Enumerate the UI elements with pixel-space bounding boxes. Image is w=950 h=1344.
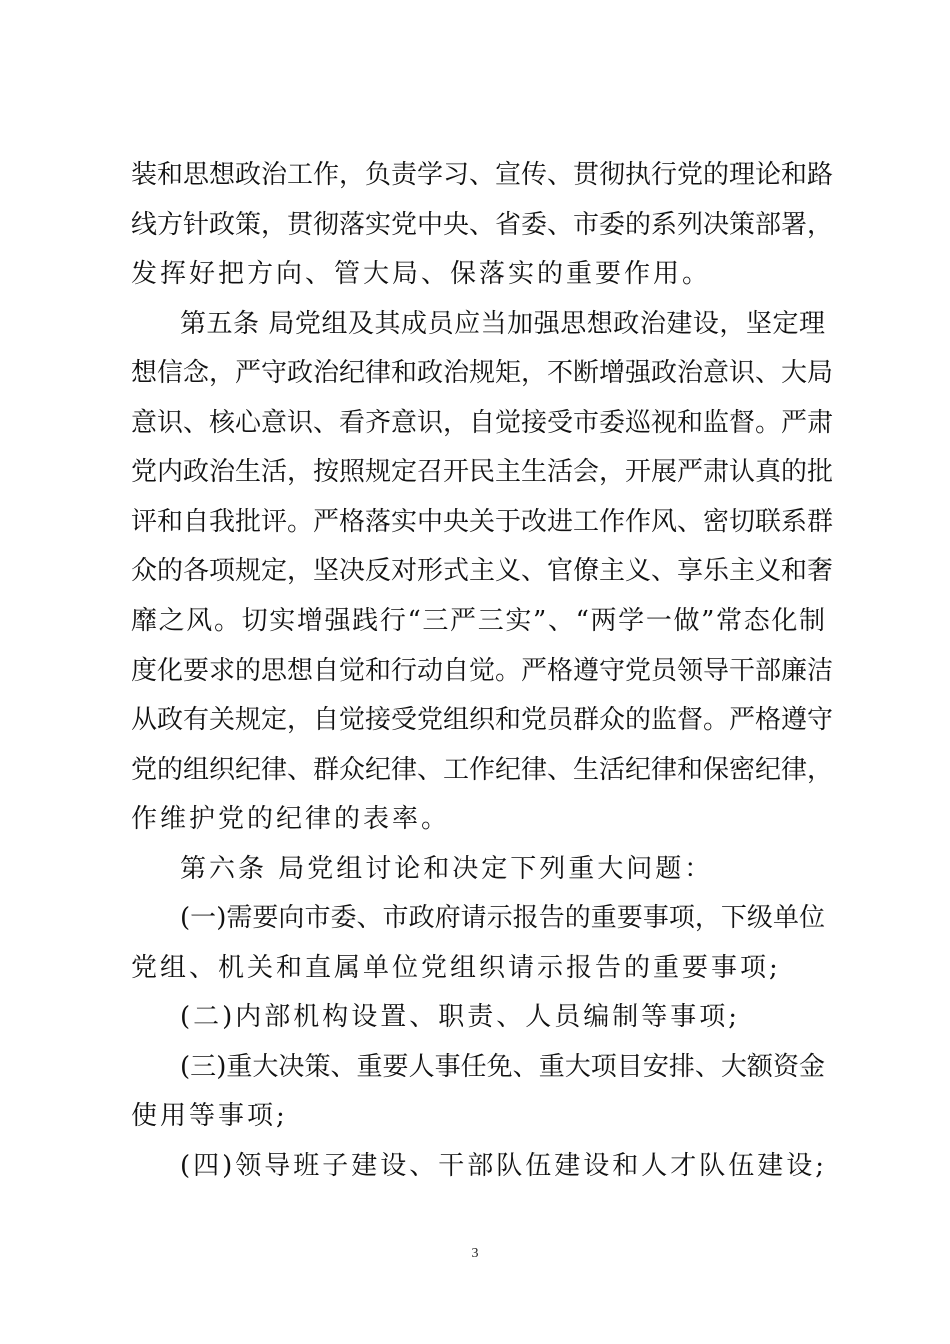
article-6-heading-line: 第六条 局党组讨论和决定下列重大问题：	[180, 854, 714, 884]
text-line: 度化要求的思想自觉和行动自觉。严格遵守党员领导干部廉洁	[131, 656, 834, 686]
list-item-3-line: (三)重大决策、重要人事任免、重大项目安排、大额资金	[180, 1052, 825, 1082]
text-line: 评和自我批评。严格落实中央关于改进工作作风、密切联系群	[131, 507, 834, 537]
list-item-1-line: (一)需要向市委、市政府请示报告的重要事项，下级单位	[180, 903, 825, 933]
text-line: 想信念，严守政治纪律和政治规矩，不断增强政治意识、大局	[131, 358, 834, 388]
text-line: 发挥好把方向、管大局、保落实的重要作用。	[131, 259, 712, 289]
text-line: 党内政治生活，按照规定召开民主生活会，开展严肃认真的批	[131, 457, 834, 487]
list-item-4-line: (四)领导班子建设、干部队伍建设和人才队伍建设;	[180, 1151, 828, 1181]
text-line: 众的各项规定，坚决反对形式主义、官僚主义、享乐主义和奢	[131, 556, 834, 586]
page-number: 3	[471, 1246, 479, 1261]
article-5-heading-line: 第五条 局党组及其成员应当加强思想政治建设，坚定理	[180, 309, 825, 339]
text-line: 使用等事项;	[131, 1101, 288, 1131]
text-line: 党组、机关和直属单位党组织请示报告的重要事项;	[131, 953, 781, 983]
text-line: 装和思想政治工作，负责学习、宣传、贯彻执行党的理论和路	[131, 160, 834, 190]
text-line: 意识、核心意识、看齐意识，自觉接受市委巡视和监督。严肃	[131, 408, 834, 438]
list-item-2-line: (二)内部机构设置、职责、人员编制等事项;	[180, 1002, 741, 1032]
text-line: 线方针政策，贯彻落实党中央、省委、市委的系列决策部署，	[131, 210, 834, 240]
text-line: 从政有关规定，自觉接受党组织和党员群众的监督。严格遵守	[131, 705, 834, 735]
text-line: 作维护党的纪律的表率。	[131, 804, 451, 834]
text-line: 党的组织纪律、群众纪律、工作纪律、生活纪律和保密纪律，	[131, 755, 834, 785]
text-line: 靡之风。切实增强践行“三严三实”、“两学一做”常态化制	[131, 606, 825, 636]
